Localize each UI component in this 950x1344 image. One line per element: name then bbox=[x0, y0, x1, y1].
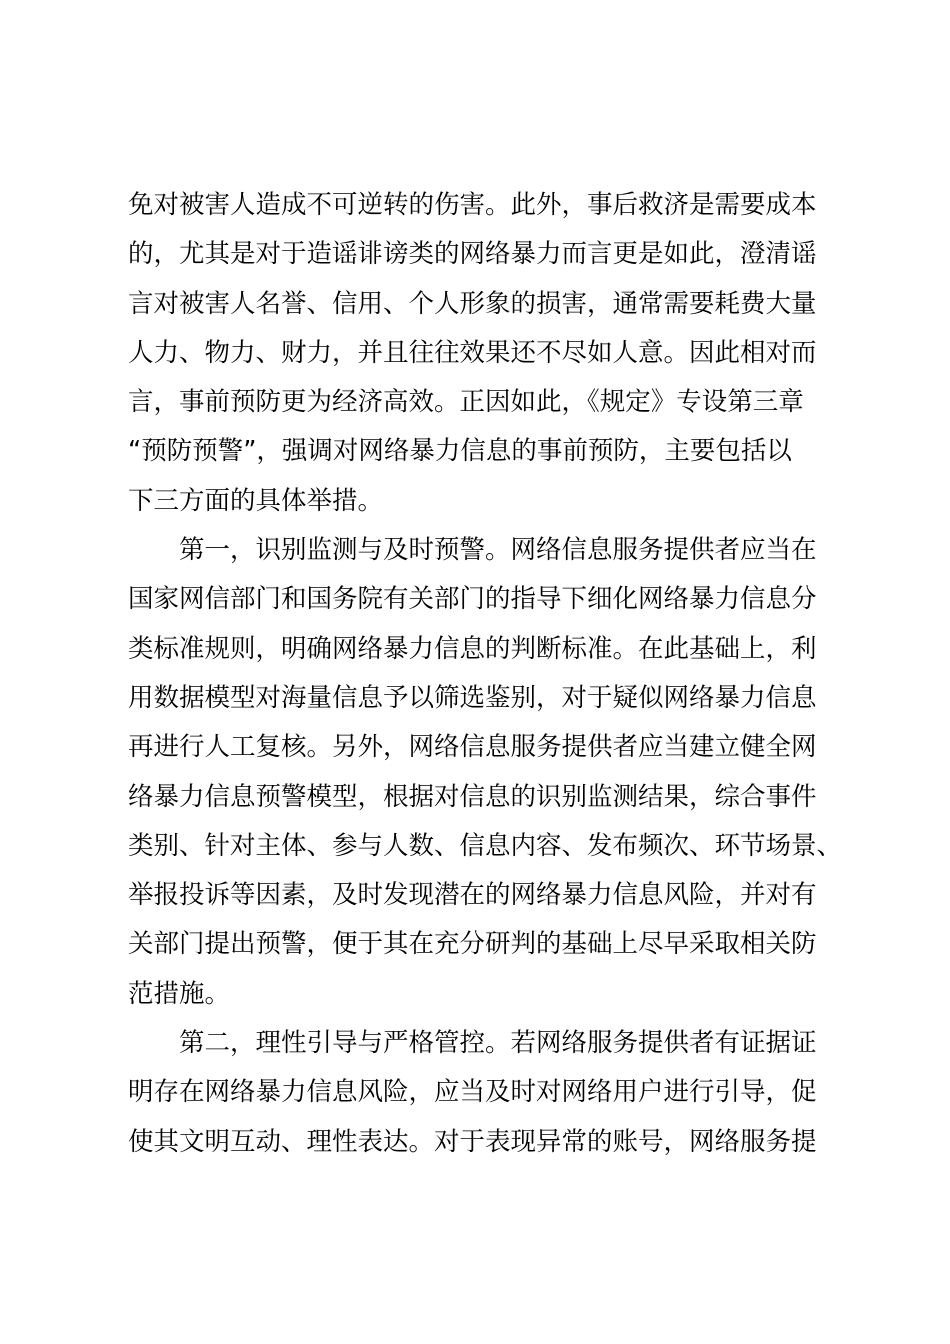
text-line: 言对被害人名誉、信用、个人形象的损害，通常需要耗费大量 bbox=[128, 288, 817, 319]
text-line: 类标准规则，明确网络暴力信息的判断标准。在此基础上，利 bbox=[128, 633, 817, 664]
text-line: 举报投诉等因素，及时发现潜在的网络暴力信息风险，并对有 bbox=[128, 880, 817, 911]
text-line: 络暴力信息预警模型，根据对信息的识别监测结果，综合事件 bbox=[128, 781, 817, 812]
text-line: 第一，识别监测与及时预警。网络信息服务提供者应当在 bbox=[179, 535, 817, 566]
text-line: 明存在网络暴力信息风险，应当及时对网络用户进行引导，促 bbox=[128, 1077, 817, 1108]
document-body bbox=[128, 181, 843, 1167]
paragraph bbox=[128, 181, 834, 526]
text-line: 国家网信部门和国务院有关部门的指导下细化网络暴力信息分 bbox=[128, 584, 817, 615]
text-line: 第二，理性引导与严格管控。若网络服务提供者有证据证 bbox=[179, 1028, 817, 1059]
text-line: 使其文明互动、理性表达。对于表现异常的账号，网络服务提 bbox=[128, 1126, 817, 1157]
text-line: 免对被害人造成不可逆转的伤害。此外，事后救济是需要成本 bbox=[128, 190, 817, 220]
text-line: 人力、物力、财力，并且往往效果还不尽如人意。因此相对而 bbox=[128, 337, 817, 368]
text-line: 用数据模型对海量信息予以筛选鉴别，对于疑似网络暴力信息 bbox=[128, 682, 817, 713]
paragraph bbox=[128, 526, 843, 1019]
text-line: 的，尤其是对于造谣诽谤类的网络暴力而言更是如此，澄清谣 bbox=[128, 239, 817, 270]
text-line: 再进行人工复核。另外，网络信息服务提供者应当建立健全网 bbox=[128, 732, 817, 763]
text-line: 下三方面的具体举措。 bbox=[128, 485, 384, 516]
text-line: “预防预警”，强调对网络暴力信息的事前预防，主要包括以 bbox=[128, 436, 792, 467]
text-line: 范措施。 bbox=[128, 978, 231, 1009]
text-line: 关部门提出预警，便于其在充分研判的基础上尽早采取相关防 bbox=[128, 929, 817, 960]
text-line: 类别、针对主体、参与人数、信息内容、发布频次、环节场景、 bbox=[128, 830, 843, 861]
paragraph bbox=[128, 1019, 834, 1167]
text-line: 言，事前预防更为经济高效。正因如此，《规定》专设第三章 bbox=[128, 387, 804, 418]
